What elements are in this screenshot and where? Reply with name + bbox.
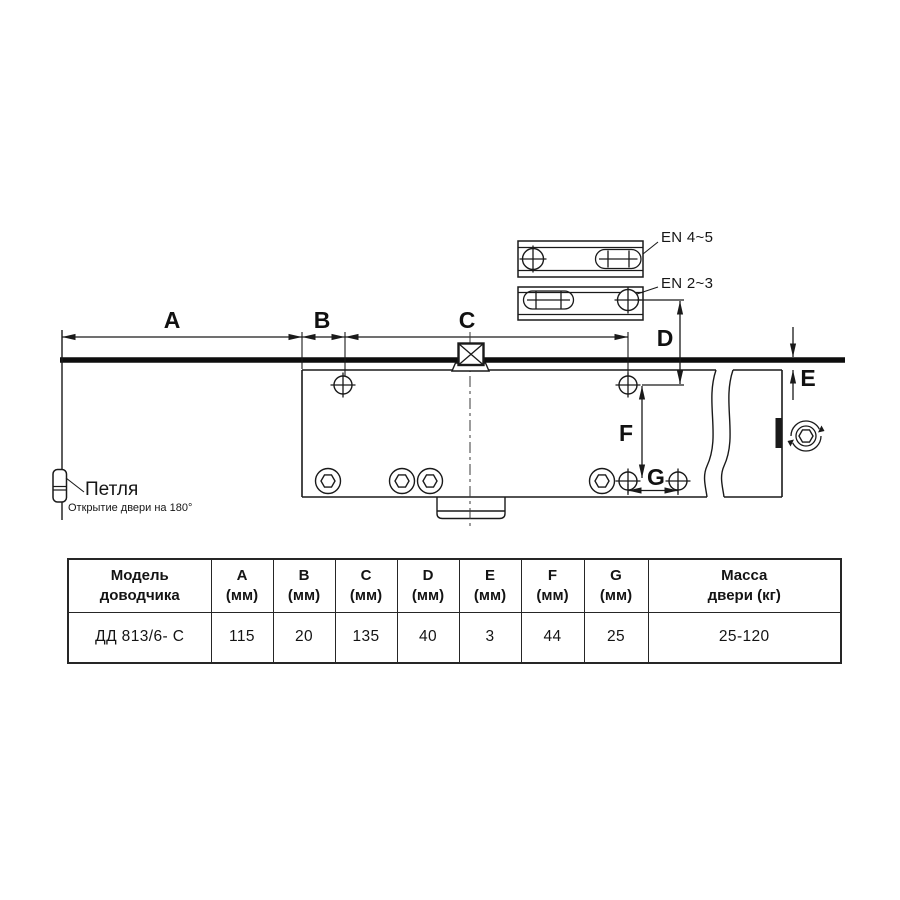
header-f: F (мм) xyxy=(521,559,584,612)
cell-b: 20 xyxy=(273,612,335,663)
dim-label-g: G xyxy=(647,464,665,490)
dim-label-a: A xyxy=(163,307,181,333)
body-screw-hex-1 xyxy=(316,469,341,494)
spec-table xyxy=(67,558,842,664)
hinge-note: Открытие двери на 180° xyxy=(68,502,193,514)
hex-key-rotation-icon xyxy=(788,421,825,451)
cell-e: 3 xyxy=(459,612,521,663)
body-screw-hex-4 xyxy=(590,469,615,494)
cell-model: ДД 813/6- С xyxy=(68,612,211,663)
closer-body xyxy=(302,370,782,497)
dim-label-c: C xyxy=(458,307,476,333)
dim-label-d: D xyxy=(656,325,674,351)
dim-label-f: F xyxy=(618,420,634,446)
hinge-symbol xyxy=(53,470,84,503)
bracket-en45-screw xyxy=(520,246,547,273)
header-mass: Масса двери (кг) xyxy=(648,559,841,612)
dim-label-e: E xyxy=(800,365,816,391)
adjustment-valve xyxy=(776,418,783,448)
table-row xyxy=(68,612,841,663)
en-label-top: EN 4~5 xyxy=(661,229,714,246)
body-bottom-tab xyxy=(437,497,505,519)
cell-c: 135 xyxy=(335,612,397,663)
cell-g: 25 xyxy=(584,612,648,663)
en-label-bottom: EN 2~3 xyxy=(661,275,714,292)
header-g: G (мм) xyxy=(584,559,648,612)
cell-a: 115 xyxy=(211,612,273,663)
table-header-row xyxy=(68,559,841,612)
spindle xyxy=(452,344,489,372)
header-a: A (мм) xyxy=(211,559,273,612)
header-c: C (мм) xyxy=(335,559,397,612)
mounting-screw-top-left xyxy=(331,373,356,398)
cell-mass: 25-120 xyxy=(648,612,841,663)
body-screw-hex-2 xyxy=(390,469,415,494)
header-e: E (мм) xyxy=(459,559,521,612)
dim-label-b: B xyxy=(313,307,331,333)
body-break-line xyxy=(705,370,716,497)
header-model: Модель доводчика xyxy=(68,559,211,612)
mounting-screw-top-right xyxy=(616,373,641,398)
header-b: B (мм) xyxy=(273,559,335,612)
cell-d: 40 xyxy=(397,612,459,663)
cell-f: 44 xyxy=(521,612,584,663)
hinge-label: Петля xyxy=(85,479,139,500)
header-d: D (мм) xyxy=(397,559,459,612)
body-break-line xyxy=(722,370,733,497)
body-screw-hex-3 xyxy=(418,469,443,494)
